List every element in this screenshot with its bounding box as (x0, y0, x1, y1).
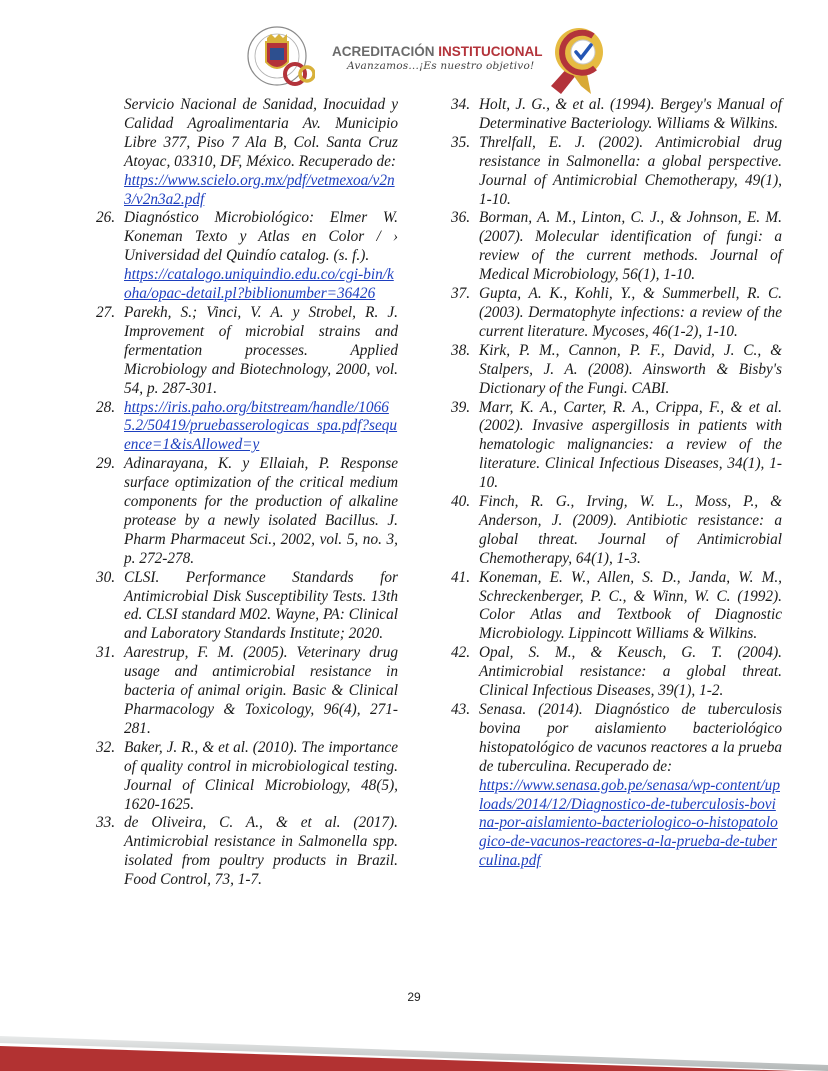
reference-item-35: 35. Threlfall, E. J. (2002). Antimicrobial drug resistance in Salmonella: a global perspective. Journal of Antimicrobial Chemotherapy, 49(1), 1-10. (451, 133, 782, 208)
reference-text: Adinarayana, K. y Ellaiah, P. Response surface optimization of the critical medium components for the production of alkaline protease by a newly isolated Bacillus. J. Pharm Pharmaceut Sci., 2002, vol. 5, no. 3, p. 272-278. (124, 455, 398, 567)
reference-link[interactable]: https://www.scielo.org.mx/pdf/vetmexoa/v2n3/v2n3a2.pdf (124, 171, 395, 208)
accreditation-slogan: Avanzamos...¡Es nuestro objetivo! (347, 60, 535, 72)
reference-text: Finch, R. G., Irving, W. L., Moss, P., & Anderson, J. (2009). Antibiotic resistance: a global threat. Journal of Antimicrobial Chemotherapy, 64(1), 1-3. (479, 493, 782, 567)
reference-item-27: 27. Parekh, S.; Vinci, V. A. y Strobel, R. J. Improvement of microbial strains and fermentation processes. Applied Microbiology and Biotechnology, 2000, vol. 54, p. 287-301. (96, 303, 398, 397)
reference-text: Koneman, E. W., Allen, S. D., Janda, W. M., Schreckenberger, P. C., & Winn, W. C. (1992). Color Atlas and Textbook of Diagnostic Microbiology. Lippincott Williams & Wilkins. (479, 568, 782, 643)
reference-item-38: 38. Kirk, P. M., Cannon, P. F., David, J. C., & Stalpers, J. A. (2008). Ainsworth & Bisby's Dictionary of the Fungi. CABI. (451, 341, 782, 397)
reference-item-40: 40. Finch, R. G., Irving, W. L., Moss, P., & Anderson, J. (2009). Antibiotic resistance: a global threat. Journal of Antimicrobial Chemotherapy, 64(1), 1-3. (451, 493, 782, 567)
reference-item-36: 36. Borman, A. M., Linton, C. J., & Johnson, E. M. (2007). Molecular identification of fungi: a review of the current methods. Journal of Medical Microbiology, 56(1), 1-10. (451, 209, 782, 284)
reference-item-28: 28. https://iris.paho.org/bitstream/handle/10665.2/50419/pruebasserologicas_spa.pdf?sequence=1&isAllowed=y (96, 398, 398, 454)
reference-item-29: 29. Adinarayana, K. y Ellaiah, P. Response surface optimization of the critical medium components for the production of alkaline protease by a newly isolated Bacillus. J. Pharm Pharmaceut Sci., 2002, vol. 5, no. 3, p. 272-278. (96, 455, 398, 567)
reference-text: CLSI. Performance Standards for Antimicrobial Disk Susceptibility Tests. 13th ed. CLSI standard M02. Wayne, PA: Clinical and Laboratory Standards Institute; 2020. (124, 568, 398, 643)
reference-text: de Oliveira, C. A., & et al. (2017). Antimicrobial resistance in Salmonella spp. isolated from poultry products in Brazil. Food Control, 73, 1-7. (124, 814, 398, 889)
reference-item-37: 37. Gupta, A. K., Kohli, Y., & Summerbell, R. C. (2003). Dermatophyte infections: a review of the current literature. Mycoses, 46(1-2), 1-10. (451, 285, 782, 340)
footer-decorative-band (0, 1010, 828, 1071)
reference-text: Holt, J. G., & et al. (1994). Bergey's Manual of Determinative Bacteriology. Williams & Wilkins. (479, 96, 782, 132)
reference-item-34: 34. Holt, J. G., & et al. (1994). Bergey's Manual of Determinative Bacteriology. Williams & Wilkins. (451, 96, 782, 132)
reference-item-42: 42. Opal, S. M., & Keusch, G. T. (2004). Antimicrobial resistance: a global threat. Clinical Infectious Diseases, 39(1), 1-2. (451, 644, 782, 700)
reference-continuation (96, 96, 398, 209)
reference-text: Parekh, S.; Vinci, V. A. y Strobel, R. J. Improvement of microbial strains and fermentation processes. Applied Microbiology and Biotechnology, 2000, vol. 54, p. 287-301. (124, 303, 398, 397)
page-header (245, 22, 620, 97)
reference-text: Servicio Nacional de Sanidad, Inocuidad y Calidad Agroalimentaria Av. Municipio Libre 377, Piso 7 Ala B, Col. Santa Cruz Atoyac, 03310, DF, México. Recuperado de: (124, 96, 398, 170)
reference-text: Kirk, P. M., Cannon, P. F., David, J. C., & Stalpers, J. A. (2008). Ainsworth & Bisby's Dictionary of the Fungi. CABI. (479, 341, 782, 397)
reference-text: Opal, S. M., & Keusch, G. T. (2004). Antimicrobial resistance: a global threat. Clinical Infectious Diseases, 39(1), 1-2. (479, 644, 782, 700)
reference-item-26: 26. Diagnóstico Microbiológico: Elmer W. Koneman Texto y Atlas en Color / › Universidad del Quindío catalog. (s. f.). https://catalogo.uniquindio.edu.co/cgi-bin/koha/opac-detail.pl?biblionumber=36426 (96, 209, 398, 303)
reference-item-43: 43. Senasa. (2014). Diagnóstico de tuberculosis bovina por aislamiento bacteriológico histopatológico de vacunos reactores a la prueba de tuberculina. Recuperado de: https://www.senasa.gob.pe/senasa/wp-content/uploads/2014/12/Diagnostico-de-tuberculosis-bovina-por-aislamiento-bacteriologico-o-histopatologico-de-vacunos-reactores-a-la-prueba-de-tuberculina.pdf (451, 701, 782, 870)
reference-item-32: 32. Baker, J. R., & et al. (2010). The importance of quality control in microbiological testing. Journal of Clinical Microbiology, 48(5), 1620-1625. (96, 738, 398, 813)
reference-item-39: 39. Marr, K. A., Carter, R. A., Crippa, F., & et al. (2002). Invasive aspergillosis in patients with hematologic malignancies: a review of the literature. Clinical Infectious Diseases, 34(1), 1-10. (451, 398, 782, 492)
reference-item-33: 33. de Oliveira, C. A., & et al. (2017). Antimicrobial resistance in Salmonella spp. isolated from poultry products in Brazil. Food Control, 73, 1-7. (96, 814, 398, 889)
reference-text: Baker, J. R., & et al. (2010). The importance of quality control in microbiological testing. Journal of Clinical Microbiology, 48(5), 1620-1625. (124, 738, 398, 813)
reference-text: Borman, A. M., Linton, C. J., & Johnson, E. M. (2007). Molecular identification of fungi: a review of the current methods. Journal of Medical Microbiology, 56(1), 1-10. (479, 209, 782, 284)
references-left-column (96, 96, 398, 890)
accreditation-badge-icon (541, 24, 611, 96)
reference-text: Gupta, A. K., Kohli, Y., & Summerbell, R. C. (2003). Dermatophyte infections: a review of the current literature. Mycoses, 46(1-2), 1-10. (479, 285, 782, 340)
reference-text: Threlfall, E. J. (2002). Antimicrobial drug resistance in Salmonella: a global perspective. Journal of Antimicrobial Chemotherapy, 49(1), 1-10. (479, 133, 782, 208)
reference-link[interactable]: https://iris.paho.org/bitstream/handle/10665.2/50419/pruebasserologicas_spa.pdf?sequence=1&isAllowed=y (124, 398, 398, 454)
reference-item-41: 41. Koneman, E. W., Allen, S. D., Janda, W. M., Schreckenberger, P. C., & Winn, W. C. (1992). Color Atlas and Textbook of Diagnostic Microbiology. Lippincott Williams & Wilkins. (451, 568, 782, 643)
accreditation-title: ACREDITACIÓN INSTITUCIONAL (332, 44, 543, 59)
reference-text: Marr, K. A., Carter, R. A., Crippa, F., & et al. (2002). Invasive aspergillosis in patients with hematologic malignancies: a review of the literature. Clinical Infectious Diseases, 34(1), 1-10. (479, 398, 782, 492)
reference-item-30: 30. CLSI. Performance Standards for Antimicrobial Disk Susceptibility Tests. 13th ed. CLSI standard M02. Wayne, PA: Clinical and Laboratory Standards Institute; 2020. (96, 568, 398, 643)
reference-link[interactable]: https://www.senasa.gob.pe/senasa/wp-content/uploads/2014/12/Diagnostico-de-tuberculosis-bovina-por-aislamiento-bacteriologico-o-histopatologico-de-vacunos-reactores-a-la-prueba-de-tuberculina.pdf (479, 776, 780, 870)
page-number: 29 (407, 990, 421, 1004)
reference-text: Diagnóstico Microbiológico: Elmer W. Koneman Texto y Atlas en Color / › Universidad del Quindío catalog. (s. f.). (124, 209, 398, 265)
university-seal-logo (247, 24, 315, 92)
reference-item-31: 31. Aarestrup, F. M. (2005). Veterinary drug usage and antimicrobial resistance in bacteria of animal origin. Basic & Clinical Pharmacology & Toxicology, 96(4), 271-281. (96, 644, 398, 737)
reference-link[interactable]: https://catalogo.uniquindio.edu.co/cgi-bin/koha/opac-detail.pl?biblionumber=36426 (124, 266, 394, 303)
references-right-column (451, 96, 782, 871)
reference-text: Senasa. (2014). Diagnóstico de tuberculosis bovina por aislamiento bacteriológico histopatológico de vacunos reactores a la prueba de tuberculina. Recuperado de: (479, 701, 782, 775)
reference-text: Aarestrup, F. M. (2005). Veterinary drug usage and antimicrobial resistance in bacteria of animal origin. Basic & Clinical Pharmacology & Toxicology, 96(4), 271-281. (124, 644, 398, 737)
